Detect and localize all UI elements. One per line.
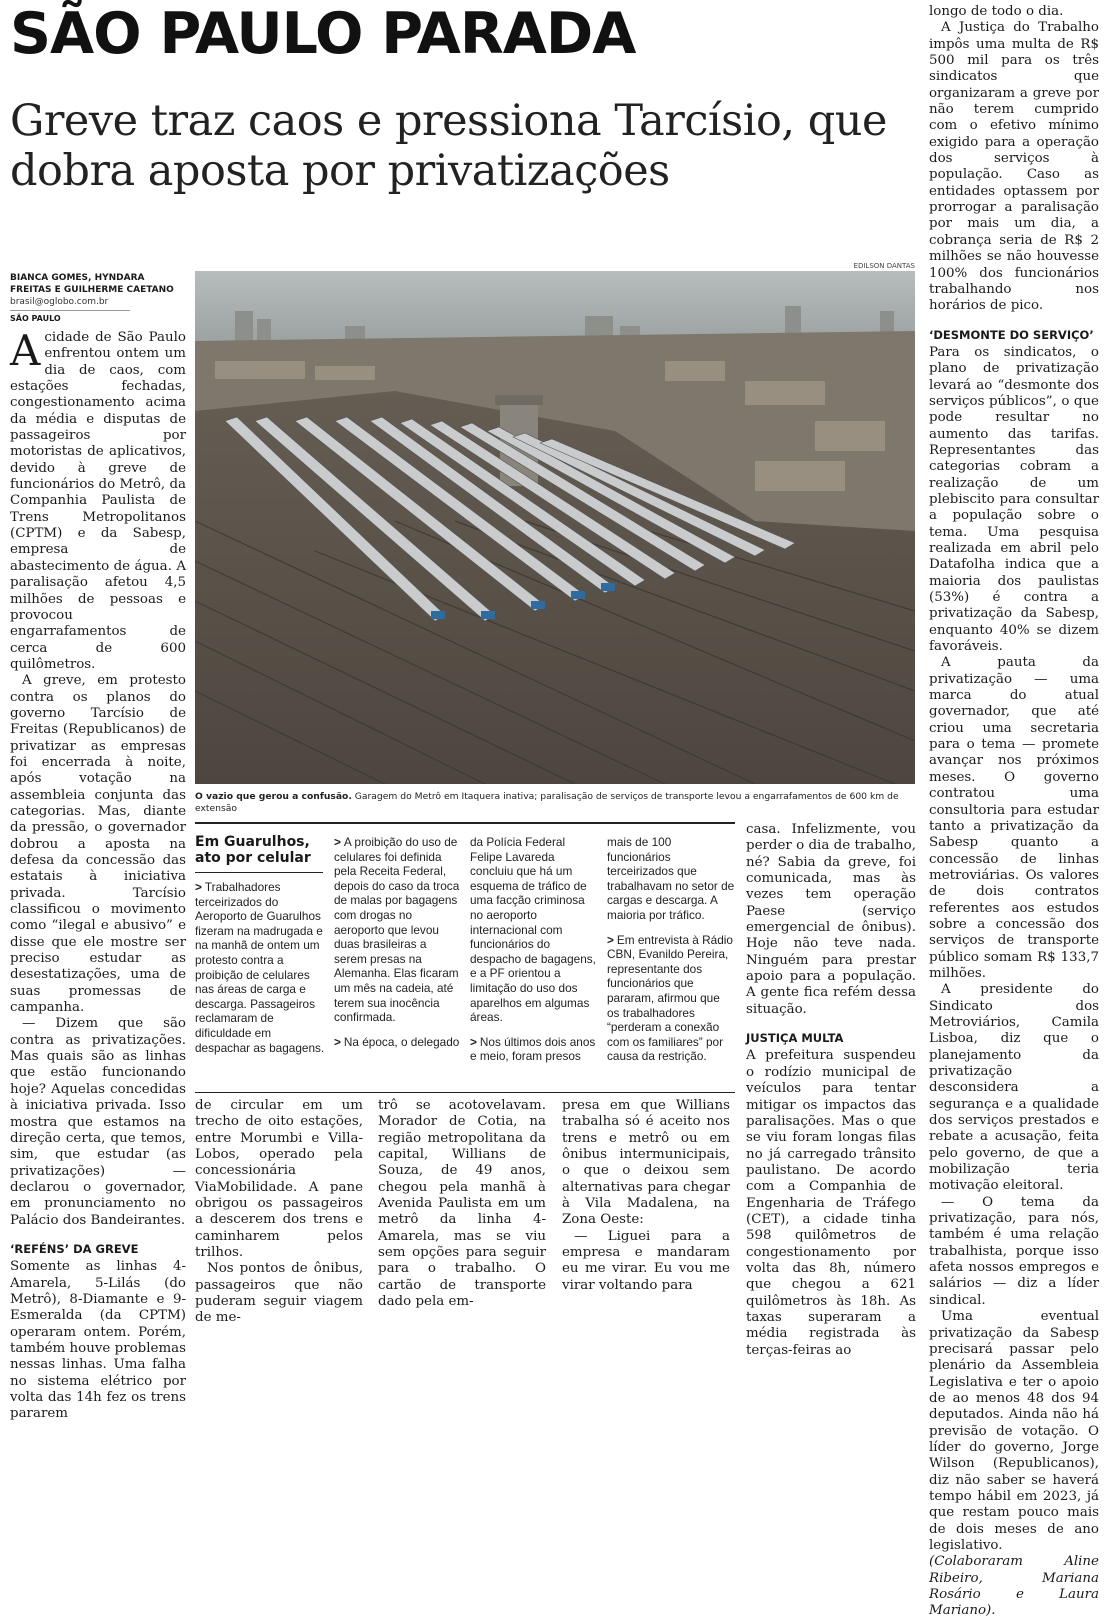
arrow-icon: > — [334, 1034, 341, 1049]
arrow-icon: > — [470, 1034, 477, 1049]
article-column-6 — [929, 4, 1099, 1620]
arrow-icon: > — [195, 880, 202, 894]
subheadline: Greve traz caos e pressiona Tarcísio, que dobra aposta por privatizações — [10, 96, 887, 196]
section-heading-refens: ‘REFÉNS’ DA GREVE — [10, 1241, 139, 1256]
article-paragraph: Somente as linhas 4-Amarela, 5-Lilás (do Metrô), 8-Diamante e 9-Esmeralda (da CPTM) operaram ontem. Porém, também houve problemas nessas linhas. Uma falha no sistema elétrico por volta das 14h fez os trens pararem — [10, 1259, 186, 1422]
box-title-rule — [195, 872, 323, 873]
box-paragraph: > Trabalhadores terceirizados do Aeroporto de Guarulhos fizeram na madrugada e na manhã de ontem um protesto contra a proibição de celulares nas áreas de carga e descarga. Passageiros reclamaram de dificuldade em despachar as bagagens. — [195, 880, 325, 1055]
article-paragraph: longo de todo o dia. — [929, 4, 1064, 19]
article-paragraph: A Justiça do Trabalho impôs uma multa de R$ 500 mil para os três sindicatos que organizaram a greve por não terem cumprido com o efetivo mínimo exigido para a operação dos serviços à população. Caso as entidades optassem por prorrogar a paralisação por mais um dia, a cobrança seria de R$ 2 milhões se não houvesse 100% dos funcionários trabalhando nos horários de pico. — [929, 20, 1099, 314]
byline-location: SÃO PAULO — [10, 310, 130, 325]
box-paragraph: > Nos últimos dois anos e meio, foram presos — [470, 1034, 596, 1064]
article-column-2 — [195, 1098, 363, 1327]
box-column-4 — [607, 835, 735, 1070]
box-column-3 — [470, 835, 600, 1070]
box-column-2 — [334, 835, 462, 1055]
byline-email[interactable]: brasil@oglobo.com.br — [10, 297, 109, 307]
section-heading-justica: JUSTIÇA MULTA — [746, 1031, 844, 1046]
article-column-4 — [562, 1098, 730, 1294]
box-paragraph: da Polícia Federal Felipe Lavareda concluiu que há um esquema de tráfico de uma facção criminosa no aeroporto internacional com funcionários do despacho de bagagens, e a PF orientou a limitação do uso dos aparelhos em algumas áreas. — [470, 835, 596, 1025]
byline-authors: BIANCA GOMES, HYNDARA FREITAS E GUILHERME CAETANO — [10, 273, 174, 295]
article-paragraph — [10, 326, 186, 673]
lead-text: cidade de São Paulo enfrentou ontem um dia de caos, com estações fechadas, congestionamento acima da média e disputas de passageiros por motoristas de aplicativos, devido à greve de funcionários do Metrô, da Companhia Paulista de Trens Metropolitanos (CPTM) e da Sabesp, empresa de abastecimento de água. A paralisação afetou 4,5 milhões de pessoas e provocou engarrafamentos de cerca de 600 quilômetros. — [10, 330, 186, 672]
article-paragraph: casa. Infelizmente, vou perder o dia de trabalho, né? Sabia da greve, foi comunicada, mas às vezes tem operação Paese (serviço emergencial de ônibus). Hoje não teve nada. Ninguém para prestar apoio para a população. A gente fica refém dessa situação. — [746, 822, 916, 1017]
train-yard-photo — [195, 271, 915, 784]
article-paragraph: Para os sindicatos, o plano de privatização levará ao “desmonte dos serviços públicos”, o que pode resultar no aumento das tarifas. Representantes das categorias cobram a realização de um plebiscito para consultar a população sobre o tema. Uma pesquisa realizada em abril pelo Datafolha indica que a maioria dos paulistas (53%) é contra a privatização da Sabesp, enquanto 40% se dizem favoráveis. — [929, 344, 1099, 655]
box-title: Em Guarulhos, ato por celular — [195, 834, 311, 866]
article-paragraph: A prefeitura suspendeu o rodízio municipal de veículos para tentar mitigar os impactos das paralisações. Mas o que se viu foram longas filas no já carregado trânsito paulistano. De acordo com a Companhia de Engenharia de Tráfego (CET), a cidade tinha 598 quilômetros de congestionamento por volta das 8h, número que chegou a 621 quilômetros às 18h. As taxas superaram a média registrada às terças-feiras ao — [746, 1048, 916, 1358]
collaborators-credit: (Colaboraram Aline Ribeiro, Mariana Rosário e Laura Mariano). — [929, 1554, 1099, 1619]
box-top-rule — [195, 822, 735, 824]
article-paragraph: presa em que Willians trabalha só é aceito nos trens e metrô ou em ônibus intermunicipais, o que o deixou sem alternativas para chegar à Vila Madalena, na Zona Oeste: — [562, 1098, 730, 1228]
photo-caption — [195, 791, 915, 815]
dropcap: A — [10, 326, 41, 375]
train-yard-illustration — [195, 271, 915, 784]
arrow-icon: > — [607, 932, 614, 947]
article-paragraph: — O tema da privatização, para nós, também é uma relação trabalhista, porque isso afeta nossos empregos e salários — diz a líder sindical. — [929, 1194, 1099, 1308]
box-column-1 — [195, 880, 325, 1061]
box-paragraph: > Na época, o delegado — [334, 1034, 460, 1049]
section-heading-desmonte: ‘DESMONTE DO SERVIÇO’ — [929, 327, 1094, 342]
article-paragraph: Nos pontos de ônibus, passageiros que não puderam seguir viagem de me- — [195, 1261, 363, 1326]
article-column-5 — [746, 822, 916, 1359]
article-paragraph: Uma eventual privatização da Sabesp precisará passar pelo plenário da Assembleia Legislativa e ter o apoio de ao menos 48 dos 94 deputados. Ainda não há previsão de votação. O líder do governo, Jorge Wilson (Republicanos), diz não saber se haverá tempo hábil em 2023, já que restam pouco mais de dois meses de ano legislativo. (Colaboraram Aline Ribeiro, Mariana Rosário e Laura Mariano). — [929, 1309, 1099, 1619]
box-paragraph: > Em entrevista à Rádio CBN, Evanildo Pereira, representante dos funcionários que pararam, afirmou que os trabalhadores “perderam a conexão com os familiares” por causa da restrição. — [607, 932, 733, 1064]
box-bottom-rule — [195, 1092, 735, 1093]
caption-lead: O vazio que gerou a confusão. — [195, 791, 352, 802]
photo-credit: EDILSON DANTAS — [853, 262, 915, 270]
box-paragraph: mais de 100 funcionários terceirizados que trabalhavam no setor de cargas e descarga. A maioria por tráfico. — [607, 835, 735, 922]
arrow-icon: > — [334, 835, 341, 849]
byline — [10, 272, 186, 325]
article-paragraph: A presidente do Sindicato dos Metroviários, Camila Lisboa, diz que o planejamento da privatização desconsidera a segurança e a qualidade dos serviços prestados e rebate a acusação, feita pelo governo, de que a mobilização teria motivação eleitoral. — [929, 982, 1099, 1194]
article-paragraph: — Dizem que são contra as privatizações. Mas quais são as linhas que estão funcionando hoje? Aquelas concedidas à iniciativa privada. Isso mostra que estamos na direção certa, que temos, sim, que estudar (as privatizações) — declarou o governador, em pronunciamento no Palácio dos Bandeirantes. — [10, 1016, 186, 1228]
box-paragraph: > A proibição do uso de celulares foi definida pela Receita Federal, depois do caso da troca de malas por bagagens com drogas no aeroporto que levou duas brasileiras a serem presas na Alemanha. Elas ficaram um mês na cadeia, até terem sua inocência confirmada. — [334, 835, 460, 1025]
article-paragraph: trô se acotovelavam. Morador de Cotia, na região metropolitana da capital, Willians de Souza, de 49 anos, chegou pela manhã à Avenida Paulista em um metrô da linha 4-Amarela, mas se viu sem opções para seguir para o trabalho. O cartão de transporte dado pela em- — [378, 1098, 546, 1310]
caption-text: Garagem do Metrô em Itaquera inativa; paralisação de serviços de transporte levou a engarrafamentos de 600 km de extensão — [195, 791, 899, 814]
article-paragraph: — Liguei para a empresa e mandaram eu me virar. Eu vou me virar voltando para — [562, 1228, 730, 1293]
article-paragraph: A greve, em protesto contra os planos do governo Tarcísio de Freitas (Republicanos) de privatizar as empresas foi encerrada à noite, após votação na assembleia conjunta das categorias. Mas, diante da pressão, o governador dobrou a aposta na defesa da concessão das estatais à iniciativa privada. Tarcísio classificou o movimento como “ilegal e abusivo” e disse que ele mostre ser preciso estudar as desestatizações, uma de suas promessas de campanha. — [10, 673, 186, 1016]
article-paragraph: A pauta da privatização — uma marca do atual governador, que até criou uma secretaria para o tema — promete avançar nos próximos meses. O governo contratou uma consultoria para estudar tanto a privatização da Sabesp quanto a concessão de linhas metroviárias. Os valores de dois contratos referentes aos estudos sobre a concessão dos serviços de transporte público somam R$ 133,7 milhões. — [929, 655, 1099, 981]
article-column-1 — [10, 326, 186, 1423]
article-column-3 — [378, 1098, 546, 1310]
article-paragraph: de circular em um trecho de oito estações, entre Morumbi e Villa-Lobos, operado pela concessionária ViaMobilidade. A pane obrigou os passageiros a descerem dos trens e caminharem pelos trilhos. — [195, 1098, 363, 1261]
headline: SÃO PAULO PARADA — [10, 1, 636, 67]
